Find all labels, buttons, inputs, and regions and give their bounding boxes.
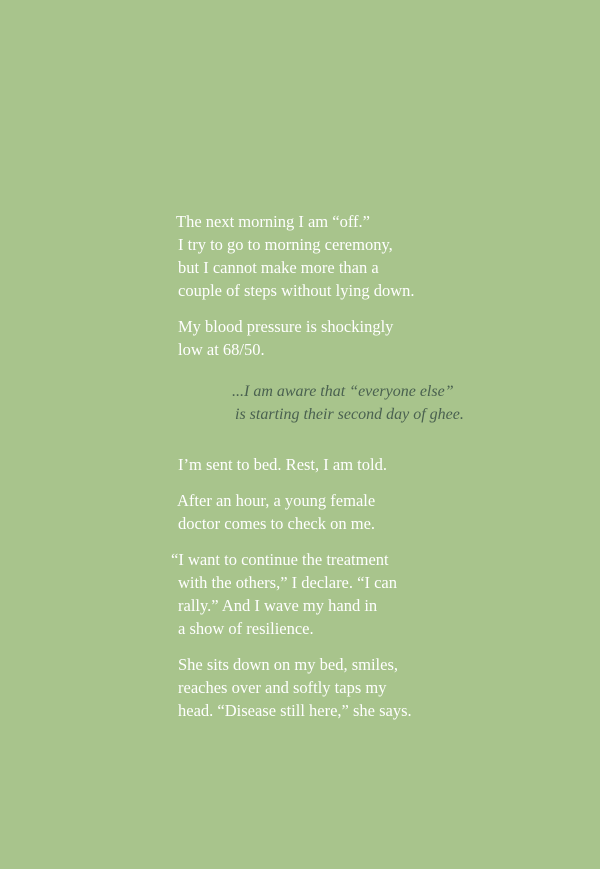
text-line: The next morning I am “off.”	[176, 212, 370, 231]
text-line: doctor comes to check on me.	[178, 514, 376, 533]
text-line: My blood pressure is shockingly	[178, 317, 394, 336]
text-line: low at 68/50.	[178, 340, 265, 359]
text-line: She sits down on my bed, smiles,	[178, 655, 399, 674]
quote-line: is starting their second day of ghee.	[235, 406, 464, 423]
text-line: “I want to continue the treatment	[171, 550, 389, 569]
text-line: After an hour, a young female	[177, 491, 376, 510]
text-line: rally.” And I wave my hand in	[178, 596, 378, 615]
text-line: with the others,” I declare. “I can	[178, 573, 397, 592]
text-line: couple of steps without lying down.	[178, 281, 415, 300]
text-line: head. “Disease still here,” she says.	[178, 701, 412, 720]
text-line: I try to go to morning ceremony,	[178, 235, 393, 254]
text-line: a show of resilience.	[178, 619, 314, 638]
text-line: reaches over and softly taps my	[178, 678, 387, 697]
text-line: I’m sent to bed. Rest, I am told.	[178, 455, 387, 474]
quote-line: ...I am aware that “everyone else”	[232, 383, 454, 400]
text-line: but I cannot make more than a	[178, 258, 379, 277]
